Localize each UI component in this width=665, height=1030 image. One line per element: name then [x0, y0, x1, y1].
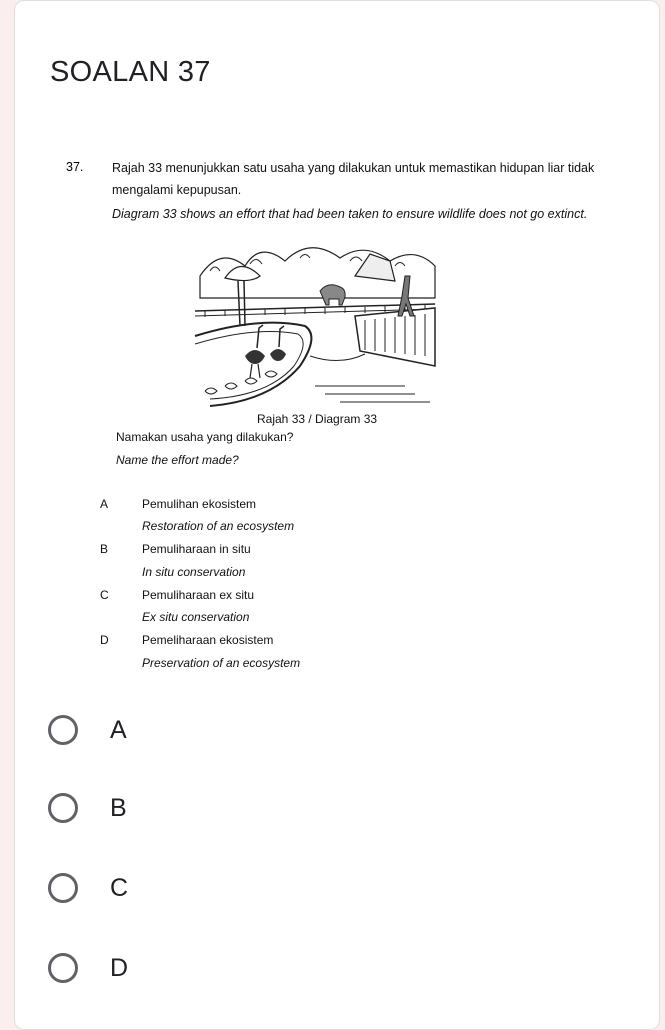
- option-letter-b: B: [100, 542, 109, 556]
- answer-label-d: D: [110, 953, 129, 982]
- option-letter-c: C: [100, 588, 109, 602]
- option-d-malay: Pemeliharaan ekosistem: [142, 633, 274, 647]
- question-english: Diagram 33 shows an effort that had been taken to ensure wildlife does not go extinct.: [112, 207, 588, 221]
- radio-button-a[interactable]: [48, 715, 78, 745]
- option-a-malay: Pemulihan ekosistem: [142, 497, 257, 511]
- radio-button-b[interactable]: [48, 793, 78, 823]
- option-c-malay: Pemuliharaan ex situ: [142, 588, 255, 602]
- answer-choice-b[interactable]: [48, 788, 348, 828]
- answer-label-a: A: [110, 715, 127, 744]
- answer-label-b: B: [110, 793, 127, 822]
- question-malay-line1: Rajah 33 menunjukkan satu usaha yang dilakukan untuk memastikan hidupan liar tidak: [112, 161, 595, 175]
- answer-choice-a[interactable]: [48, 710, 348, 750]
- answer-label-c: C: [110, 873, 129, 902]
- diagram-caption: Rajah 33 / Diagram 33: [257, 412, 378, 426]
- answer-choice-d[interactable]: [48, 948, 348, 988]
- zoo-diagram: [190, 236, 440, 412]
- option-d-english: Preservation of an ecosystem: [142, 656, 301, 670]
- option-a-english: Restoration of an ecosystem: [142, 519, 295, 533]
- option-letter-a: A: [100, 497, 109, 511]
- option-c-english: Ex situ conservation: [142, 610, 250, 624]
- option-letter-d: D: [100, 633, 109, 647]
- option-b-malay: Pemuliharaan in situ: [142, 542, 251, 556]
- radio-button-c[interactable]: [48, 873, 78, 903]
- prompt-malay: Namakan usaha yang dilakukan?: [116, 430, 294, 444]
- answer-choice-c[interactable]: [48, 868, 348, 908]
- section-title: SOALAN 37: [50, 56, 211, 88]
- question-number: 37.: [66, 160, 84, 174]
- prompt-english: Name the effort made?: [116, 453, 239, 467]
- option-b-english: In situ conservation: [142, 565, 246, 579]
- question-malay-line2: mengalami kepupusan.: [112, 183, 242, 197]
- radio-button-d[interactable]: [48, 953, 78, 983]
